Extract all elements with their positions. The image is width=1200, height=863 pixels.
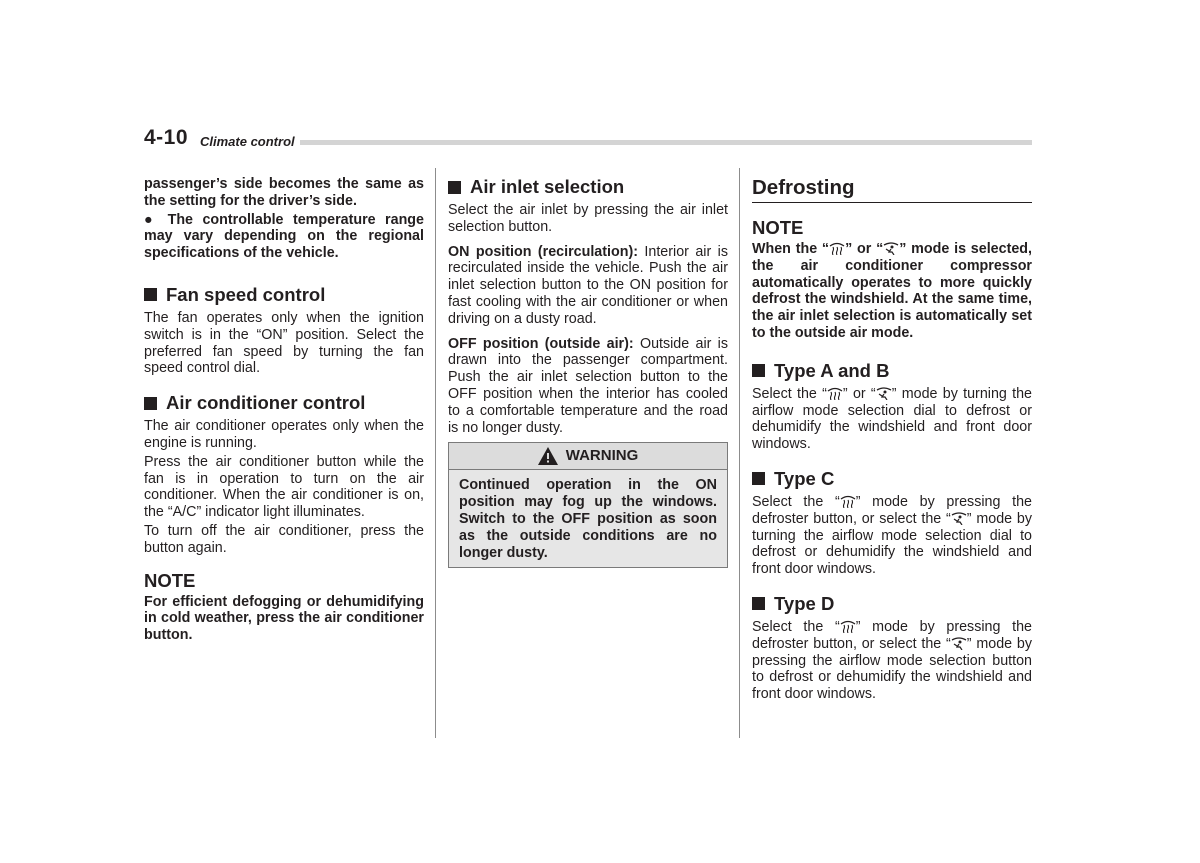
column-right — [752, 176, 1032, 705]
square-bullet-icon — [144, 397, 157, 410]
paragraph: The fan operates only when the ignition switch is in the “ON” position. Select the preferred fan speed by turning the fan speed control dial. — [144, 309, 424, 377]
square-bullet-icon — [448, 181, 461, 194]
type-d-heading: Type D — [752, 593, 1032, 615]
type-c-heading: Type C — [752, 468, 1032, 490]
paragraph: passenger’s side becomes the same as the setting for the driver’s side. — [144, 176, 424, 209]
section-title: Climate control — [200, 134, 295, 149]
warning-icon — [538, 447, 558, 465]
type-a-b-heading: Type A and B — [752, 360, 1032, 382]
air-conditioner-heading: Air conditioner control — [144, 392, 424, 414]
paragraph: To turn off the air conditioner, press the button again. — [144, 522, 424, 556]
column-left — [144, 176, 424, 646]
warning-title: WARNING — [565, 446, 639, 464]
square-bullet-icon — [752, 472, 765, 485]
paragraph: Press the air conditioner button while the fan is in operation to turn on the air conditioner. When the air conditioner is on, the “A/C” indicator light illuminates. — [144, 453, 424, 521]
defrost-floor-icon — [883, 241, 899, 255]
paragraph: Select the air inlet by pressing the air inlet selection button. — [448, 202, 728, 235]
column-divider — [435, 168, 436, 738]
defrost-floor-icon — [876, 386, 892, 400]
bullet-item: ● The controllable temperature range may vary depending on the regional specifications of the vehicle. — [144, 211, 424, 262]
square-bullet-icon — [752, 364, 765, 377]
header-rule — [300, 140, 1032, 145]
column-divider — [739, 168, 740, 738]
square-bullet-icon — [144, 288, 157, 301]
paragraph: ON position (recirculation): Interior air is recirculated inside the vehicle. Push the air inlet selection button to the ON position for fast cooling with the air conditioner or when driving on a dusty road. — [448, 243, 728, 327]
defrost-icon — [827, 386, 843, 400]
defrost-floor-icon — [951, 636, 967, 650]
column-middle — [448, 176, 728, 568]
note-heading: NOTE — [752, 217, 804, 238]
defrosting-heading: Defrosting — [752, 176, 1032, 203]
paragraph: Select the “ ” mode by pressing the defroster button, or select the “ ” mode by pressing the airflow mode selection button to defrost or dehumidify the windshield and front door windows. — [752, 618, 1032, 703]
paragraph: Select the “ ” or “ ” mode by turning the airflow mode selection dial to defrost or dehumidify the windshield and front door windows. — [752, 385, 1032, 453]
warning-header — [449, 443, 727, 470]
fan-speed-heading: Fan speed control — [144, 284, 424, 306]
note-text: When the “ ” or “ ” mode is selected, the air conditioner compressor automatically operates to more quickly defrost the windshield. At the same time, the air inlet selection is automatically set to the outside air mode. — [752, 241, 1032, 341]
square-bullet-icon — [752, 597, 765, 610]
note-heading: NOTE — [144, 569, 196, 591]
paragraph: The air conditioner operates only when the engine is running. — [144, 418, 424, 451]
defrost-icon — [840, 619, 856, 633]
note-text: For efficient defogging or dehumidifying in cold weather, press the air conditioner button. — [144, 593, 424, 644]
defrost-floor-icon — [951, 511, 967, 525]
warning-text: Continued operation in the ON position may fog up the windows. Switch to the OFF position as soon as the outside conditions are no longer dusty. — [449, 470, 727, 567]
paragraph: OFF position (outside air): Outside air is drawn into the passenger compartment. Push the air inlet selection button to the OFF position when the interior has cooled to a comfortable temperature and the road is no longer dusty. — [448, 335, 729, 436]
air-inlet-heading: Air inlet selection — [448, 176, 728, 198]
paragraph: Select the “ ” mode by pressing the defroster button, or select the “ ” mode by turning the airflow mode selection dial to defrost or dehumidify the windshield and front door windows. — [752, 493, 1032, 578]
page-header — [144, 124, 1032, 154]
defrost-icon — [840, 494, 856, 508]
defrost-icon — [829, 241, 845, 255]
page-number: 4-10 — [144, 126, 189, 149]
warning-box — [448, 442, 728, 568]
